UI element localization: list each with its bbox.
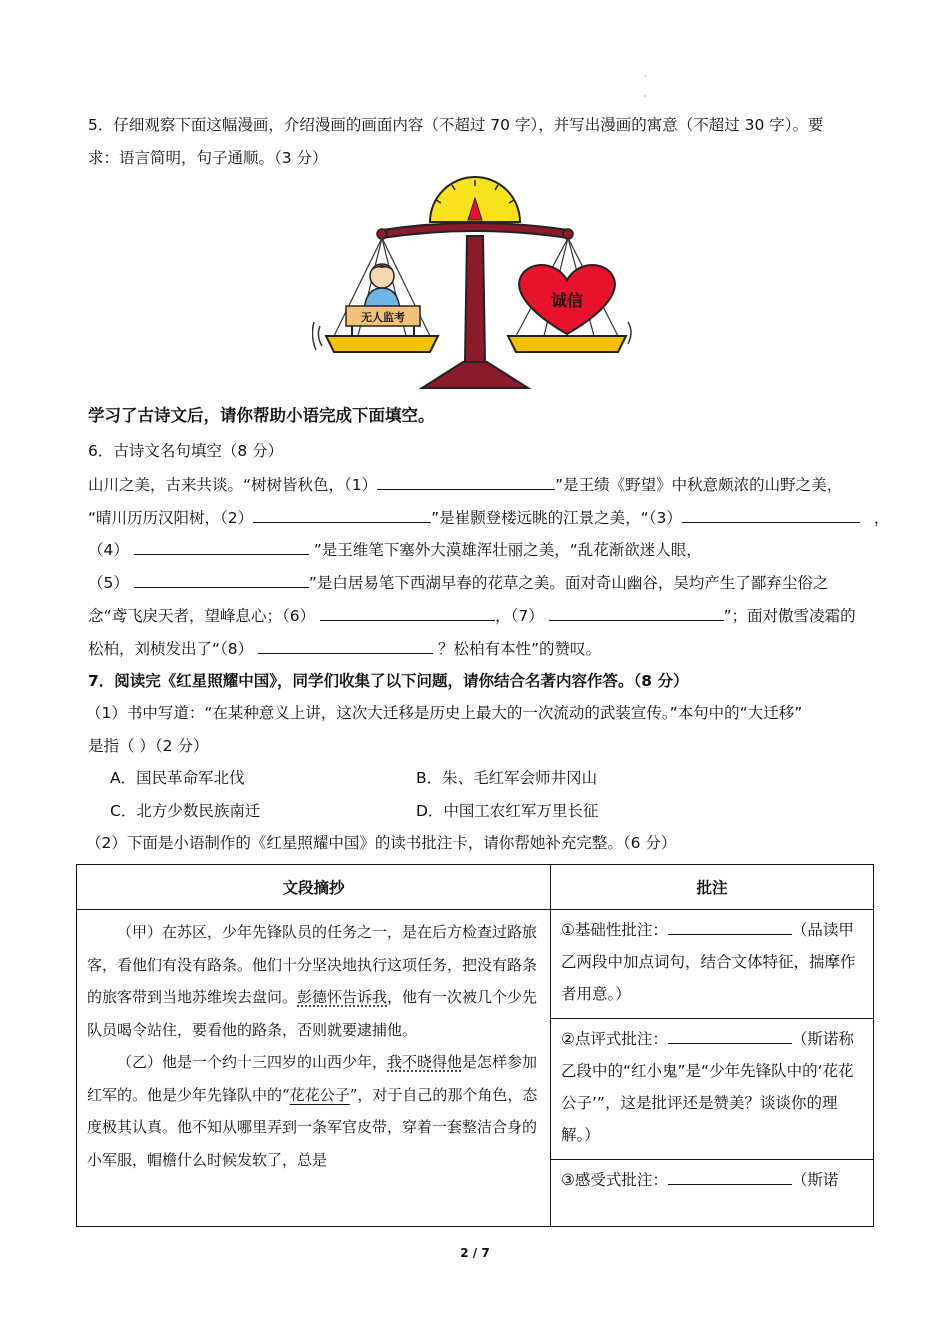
note-comment: ②点评式批注： （斯诺称乙段中的“红小鬼”是“少年先锋队中的‘花花公子’”，这是批评还是赞美？谈谈你的理解。） xyxy=(551,1019,873,1160)
corner-dot: · xyxy=(644,72,647,81)
note-blank-1[interactable] xyxy=(668,918,792,935)
heart-label: 诚信 xyxy=(550,291,584,310)
option-a[interactable]: A．国民革命军北伐 xyxy=(110,769,245,787)
cartoon-scale-image xyxy=(312,176,638,396)
answer-blank-6[interactable] xyxy=(320,604,495,621)
note-blank-3[interactable] xyxy=(668,1168,792,1185)
desk-label: 无人监考 xyxy=(361,311,405,324)
q6-title: 6．古诗文名句填空（8 分） xyxy=(88,442,284,460)
answer-blank-4[interactable] xyxy=(134,538,309,555)
answer-blank-1[interactable] xyxy=(377,473,555,490)
answer-blank-2[interactable] xyxy=(253,506,431,523)
dotted-phrase-jia: 彭德怀告诉我 xyxy=(297,988,388,1006)
answer-blank-7[interactable] xyxy=(549,604,724,621)
q7-title: 7．阅读完《红星照耀中国》，同学们收集了以下问题，请你结合名著内容作答。（8 分） xyxy=(88,672,689,690)
page-number: 2 / 7 xyxy=(460,1246,490,1260)
q6-line2: “晴川历历汉阳树，（2） ”是崔颢登楼远眺的江景之美，“（3） ， xyxy=(88,506,889,529)
option-c[interactable]: C．北方少数民族南迁 xyxy=(110,802,261,820)
q5-line1: 5．仔细观察下面这幅漫画，介绍漫画的画面内容（不超过 70 字），并写出漫画的寓意（不超过 30 字）。要 xyxy=(88,116,824,134)
excerpt-cell xyxy=(77,910,551,1227)
col-header-excerpt: 文段摘抄 xyxy=(77,865,551,910)
annotation-cell xyxy=(551,910,874,1227)
corner-dot: · xyxy=(644,92,647,101)
q7-sub1-line1: （1）书中写道：“在某种意义上讲，这次大迁移是历史上最大的一次流动的武装宣传。”本句中的“大迁移” xyxy=(86,704,803,722)
excerpt-jia: （甲）在苏区，少年先锋队员的任务之一，是在后方检查过路旅客，看他们有没有路条。他们十分坚决地执行这项任务，把没有路条的旅客带到当地苏维埃去盘问。彭德怀告诉我，他有一次被几个少先队员喝令站住，要看他的路条，否则就要逮捕他。 xyxy=(87,923,538,1039)
answer-blank-3[interactable] xyxy=(682,506,860,523)
dotted-phrase-yi: 我不晓得他 xyxy=(387,1053,463,1071)
q7-sub1-line2: 是指（ ）（2 分） xyxy=(88,737,209,755)
q6-line3: （4） ”是王维笔下塞外大漠雄浑壮丽之美，“乱花渐欲迷人眼， xyxy=(88,538,702,561)
note-basic: ①基础性批注： （品读甲乙两段中加点词句，结合文体特征，揣摩作者用意。） xyxy=(551,910,873,1019)
option-d[interactable]: D．中国工农红军万里长征 xyxy=(416,802,599,820)
annotation-card-table xyxy=(76,864,874,1227)
q6-line5: 念“鸢飞戾天者，望峰息心；（6） ，（7） ”；面对傲雪凌霜的 xyxy=(88,604,856,627)
option-b[interactable]: B．朱、毛红军会师井冈山 xyxy=(416,769,598,787)
note-blank-2[interactable] xyxy=(668,1027,792,1044)
answer-blank-5[interactable] xyxy=(134,571,309,588)
q5-line2: 求：语言简明，句子通顺。（3 分） xyxy=(88,149,328,167)
answer-blank-8[interactable] xyxy=(258,637,433,654)
excerpt-yi: （乙）他是一个约十三四岁的山西少年，我不晓得他是怎样参加红军的。他是少年先锋队中的“花花公子”，对于自己的那个角色，态度极其认真。他不知从哪里弄到一条军官皮带，穿着一套整洁合身的小军服，帽檐什么时候发软了，总是 xyxy=(87,1053,538,1169)
underlined-phrase: 花花公子 xyxy=(289,1085,350,1104)
col-header-annotation: 批注 xyxy=(551,865,874,910)
q6-line1: 山川之美，古来共谈。“树树皆秋色，（1） ”是王绩《野望》中秋意颇浓的山野之美， xyxy=(88,473,842,496)
q6-line6: 松柏，刘桢发出了“（8） ？松柏有本性”的赞叹。 xyxy=(88,637,601,660)
section-intro: 学习了古诗文后，请你帮助小语完成下面填空。 xyxy=(88,406,435,425)
q6-line4: （5） ”是白居易笔下西湖早春的花草之美。面对奇山幽谷，吴均产生了鄙弃尘俗之 xyxy=(88,571,828,594)
q7-sub2: （2）下面是小语制作的《红星照耀中国》的读书批注卡，请你帮她补充完整。（6 分） xyxy=(86,834,677,852)
note-feeling: ③感受式批注： （斯诺 xyxy=(551,1160,873,1204)
